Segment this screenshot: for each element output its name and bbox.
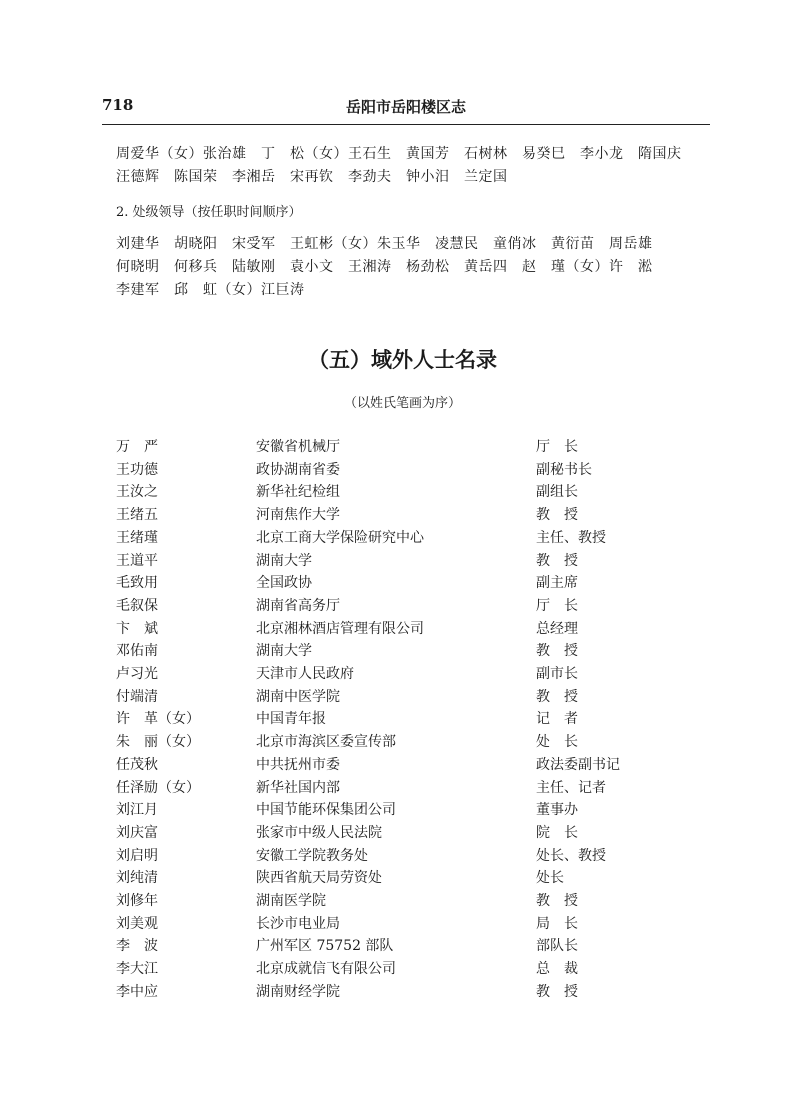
organization: 北京市海滨区委宣传部 — [256, 734, 396, 751]
position-title: 副秘书长 — [536, 461, 592, 478]
organization: 新华社纪检组 — [256, 484, 340, 501]
position-title: 记 者 — [536, 711, 578, 728]
table-row — [0, 935, 805, 957]
organization: 中共抚州市委 — [256, 756, 340, 773]
organization: 全国政协 — [256, 575, 312, 592]
organization: 河南焦作大学 — [256, 507, 340, 524]
position-title: 教 授 — [536, 643, 578, 660]
page-header — [102, 96, 710, 124]
position-title: 主任、教授 — [536, 529, 606, 546]
section-title: （五）域外人士名录 — [308, 348, 497, 372]
person-name: 毛致用 — [116, 575, 158, 592]
organization: 中国节能环保集团公司 — [256, 802, 396, 819]
table-row — [0, 618, 805, 640]
position-title: 处长 — [536, 870, 564, 887]
table-row — [0, 595, 805, 617]
position-title: 教 授 — [536, 893, 578, 909]
table-row — [0, 572, 805, 594]
table-row — [0, 686, 805, 708]
organization: 北京工商大学保险研究中心 — [256, 529, 424, 546]
name-line: 刘建华 胡晓阳 宋受军 王虹彬（女）朱玉华 凌慧民 童俏冰 黄衍苗 周岳雄 — [116, 236, 653, 252]
person-name: 李 波 — [116, 938, 158, 955]
table-row — [0, 913, 805, 935]
person-name: 许 革（女） — [116, 711, 200, 728]
person-name: 任茂秋 — [116, 756, 158, 773]
table-row — [0, 731, 805, 753]
table-row — [0, 958, 805, 980]
position-title: 部队长 — [536, 938, 578, 955]
table-row — [0, 481, 805, 503]
organization: 湖南省高务厅 — [256, 597, 340, 614]
position-title: 厅 长 — [536, 597, 578, 614]
table-row — [0, 845, 805, 867]
position-title: 总 裁 — [536, 961, 578, 978]
person-name: 李中应 — [116, 983, 158, 1000]
person-name: 刘江月 — [116, 802, 158, 819]
name-line: 汪德辉 陈国荣 李湘岳 宋再钦 李劲夫 钟小汨 兰定国 — [116, 169, 508, 185]
position-title: 厅 长 — [536, 439, 578, 455]
table-row — [0, 822, 805, 844]
position-title: 总经理 — [536, 620, 578, 637]
table-row — [0, 663, 805, 685]
table-row — [0, 777, 805, 799]
person-name: 毛叙保 — [116, 597, 158, 614]
organization: 广州军区 75752 部队 — [256, 938, 394, 955]
running-title: 岳阳市岳阳楼区志 — [345, 98, 466, 116]
position-title: 副主席 — [536, 575, 578, 592]
position-title: 处长、教授 — [536, 847, 606, 864]
person-name: 刘修年 — [116, 893, 158, 909]
table-row — [0, 799, 805, 821]
table-row — [0, 708, 805, 730]
position-title: 副市长 — [536, 666, 578, 682]
header-rule — [102, 124, 710, 125]
table-row — [0, 890, 805, 912]
organization: 中国青年报 — [256, 711, 326, 728]
subsection-heading: 2. 处级领导（按任职时间顺序） — [116, 205, 302, 220]
table-row — [0, 867, 805, 889]
organization: 天津市人民政府 — [256, 666, 354, 682]
organization: 安徽工学院教务处 — [256, 847, 368, 864]
organization: 湖南大学 — [256, 552, 312, 569]
position-title: 教 授 — [536, 507, 578, 524]
person-name: 卢习光 — [116, 666, 158, 682]
name-line: 李建军 邱 虹（女）江巨涛 — [116, 282, 305, 298]
person-name: 任泽励（女） — [116, 779, 200, 796]
position-title: 教 授 — [536, 552, 578, 569]
position-title: 政法委副书记 — [536, 756, 620, 773]
position-title: 教 授 — [536, 983, 578, 1000]
person-name: 刘启明 — [116, 847, 158, 864]
person-name: 王汝之 — [116, 484, 158, 501]
section-note: （以姓氏笔画为序） — [343, 396, 461, 411]
person-name: 朱 丽（女） — [116, 734, 200, 751]
person-name: 王功德 — [116, 461, 158, 478]
table-row — [0, 436, 805, 458]
organization: 北京湘林酒店管理有限公司 — [256, 620, 424, 637]
person-name: 刘美观 — [116, 915, 158, 932]
page-number: 718 — [102, 96, 134, 114]
organization: 张家市中级人民法院 — [256, 824, 382, 841]
table-row — [0, 754, 805, 776]
organization: 湖南中医学院 — [256, 688, 340, 705]
person-name: 付端清 — [116, 688, 158, 705]
organization: 政协湖南省委 — [256, 461, 340, 478]
organization: 湖南医学院 — [256, 893, 326, 909]
table-row — [0, 981, 805, 1003]
table-row — [0, 459, 805, 481]
person-name: 邓佑南 — [116, 643, 158, 660]
position-title: 主任、记者 — [536, 779, 606, 796]
organization: 湖南大学 — [256, 643, 312, 660]
table-row — [0, 550, 805, 572]
person-name: 王道平 — [116, 552, 158, 569]
person-name: 刘纯清 — [116, 870, 158, 887]
position-title: 教 授 — [536, 688, 578, 705]
organization: 陕西省航天局劳资处 — [256, 870, 382, 887]
name-line: 周爱华（女）张治雄 丁 松（女）王石生 黄国芳 石树林 易癸巳 李小龙 隋国庆 — [116, 146, 682, 162]
person-name: 刘庆富 — [116, 824, 158, 841]
person-name: 王绪瑾 — [116, 529, 158, 546]
person-name: 李大江 — [116, 961, 158, 978]
organization: 安徽省机械厅 — [256, 439, 340, 455]
person-name: 王绪五 — [116, 507, 158, 524]
name-line: 何晓明 何移兵 陆敏刚 袁小文 王湘涛 杨劲松 黄岳四 赵 瑾（女）许 淞 — [116, 259, 653, 275]
table-row — [0, 504, 805, 526]
position-title: 副组长 — [536, 484, 578, 501]
position-title: 董事办 — [536, 802, 578, 819]
organization: 新华社国内部 — [256, 779, 340, 796]
organization: 长沙市电业局 — [256, 915, 340, 932]
position-title: 局 长 — [536, 915, 578, 932]
person-name: 万 严 — [116, 439, 158, 455]
table-row — [0, 640, 805, 662]
person-name: 卞 斌 — [116, 620, 158, 637]
table-row — [0, 527, 805, 549]
position-title: 处 长 — [536, 734, 578, 751]
organization: 湖南财经学院 — [256, 983, 340, 1000]
position-title: 院 长 — [536, 824, 578, 841]
organization: 北京成就信飞有限公司 — [256, 961, 396, 978]
